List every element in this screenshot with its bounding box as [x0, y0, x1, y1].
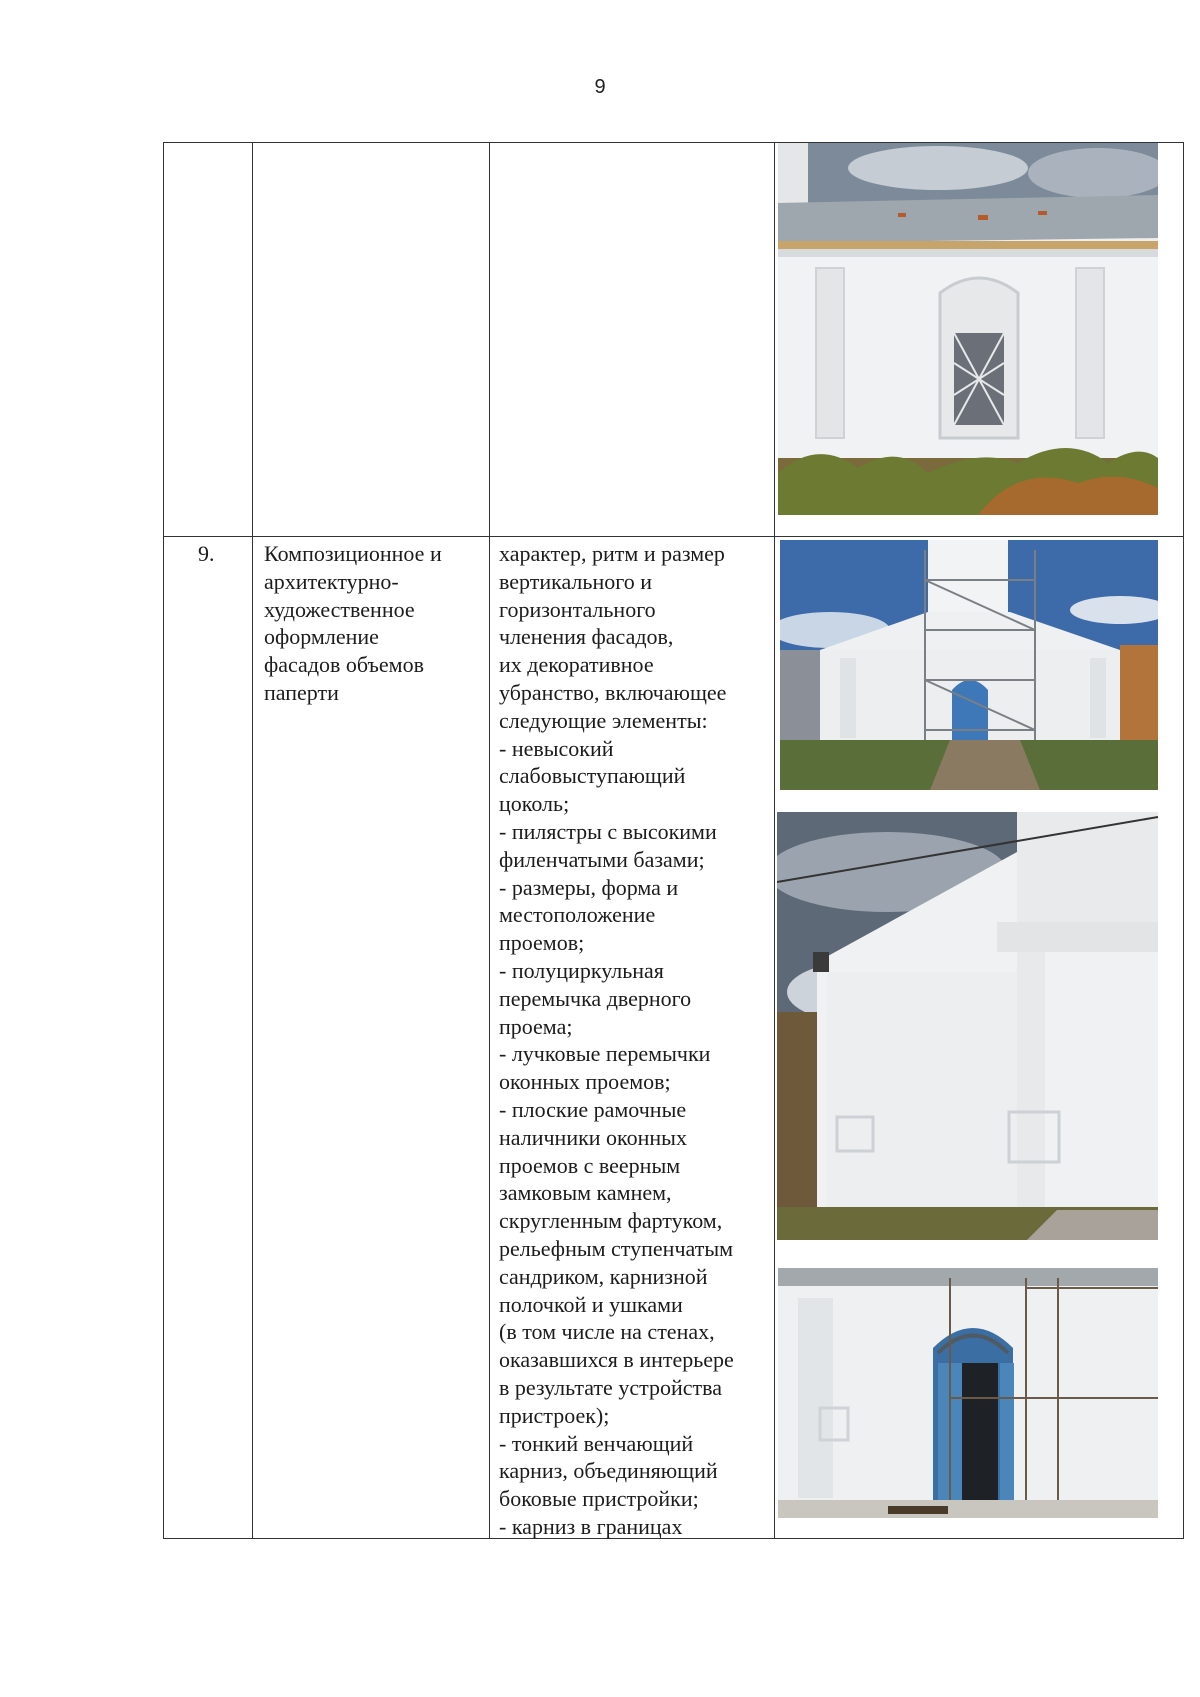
- element-name-line: паперти: [264, 679, 339, 705]
- element-name: [264, 540, 494, 707]
- description-line: в результате устройства: [499, 1374, 722, 1400]
- element-name-line: оформление: [264, 624, 379, 650]
- description-line: пристроек);: [499, 1402, 610, 1428]
- description-line: проема;: [499, 1013, 573, 1039]
- photo-blue-door: [778, 1268, 1158, 1518]
- column-divider-1: [252, 143, 253, 1538]
- description-line: скругленным фартуком,: [499, 1208, 723, 1234]
- description-line: следующие элементы:: [499, 707, 708, 733]
- description-line: проемов;: [499, 930, 585, 956]
- photo-facade-corner: [777, 812, 1158, 1240]
- description-line: полочкой и ушками: [499, 1291, 683, 1317]
- description-line: - невысокий: [499, 735, 614, 761]
- description-line: их декоративное: [499, 652, 654, 678]
- description-line: характер, ритм и размер: [499, 541, 725, 566]
- description-line: слабовыступающий: [499, 763, 686, 789]
- element-name-line: фасадов объемов: [264, 652, 424, 678]
- description-line: местоположение: [499, 902, 656, 928]
- row-number: 9.: [198, 541, 215, 566]
- element-name-line: архитектурно-: [264, 568, 399, 594]
- description-line: проемов с веерным: [499, 1152, 681, 1178]
- description-line: замковым камнем,: [499, 1180, 672, 1206]
- photo-facade-window: [778, 143, 1158, 515]
- column-divider-2: [489, 143, 490, 1538]
- column-divider-3: [774, 143, 775, 1538]
- element-name-line: художественное: [264, 596, 415, 622]
- description-line: вертикального и: [499, 568, 652, 594]
- description-line: - тонкий венчающий: [499, 1430, 694, 1456]
- description-line: - карниз в границах: [499, 1513, 683, 1539]
- element-name-line: Композиционное и: [264, 541, 442, 566]
- description-line: членения фасадов,: [499, 624, 674, 650]
- description-line: карниз, объединяющий: [499, 1458, 718, 1484]
- description-line: оконных проемов;: [499, 1069, 671, 1095]
- description-line: оказавшихся в интерьере: [499, 1347, 734, 1373]
- description-line: рельефным ступенчатым: [499, 1235, 734, 1261]
- description-line: - пилястры с высокими: [499, 818, 717, 844]
- description-line: цоколь;: [499, 791, 570, 817]
- description-line: наличники оконных: [499, 1124, 687, 1150]
- row-divider: [164, 536, 1183, 537]
- description-line: - плоские рамочные: [499, 1096, 687, 1122]
- photo-porch-scaffolding: [780, 540, 1158, 790]
- page-number: 9: [594, 76, 606, 98]
- element-description: [499, 540, 769, 1541]
- description-line: сандриком, карнизной: [499, 1263, 708, 1289]
- description-line: - лучковые перемычки: [499, 1041, 711, 1067]
- description-line: - полуциркульная: [499, 957, 664, 983]
- description-line: боковые пристройки;: [499, 1486, 699, 1512]
- description-line: (в том числе на стенах,: [499, 1319, 715, 1345]
- description-line: - размеры, форма и: [499, 874, 679, 900]
- description-line: филенчатыми базами;: [499, 846, 705, 872]
- description-line: убранство, включающее: [499, 679, 727, 705]
- description-line: перемычка дверного: [499, 985, 692, 1011]
- description-line: горизонтального: [499, 596, 656, 622]
